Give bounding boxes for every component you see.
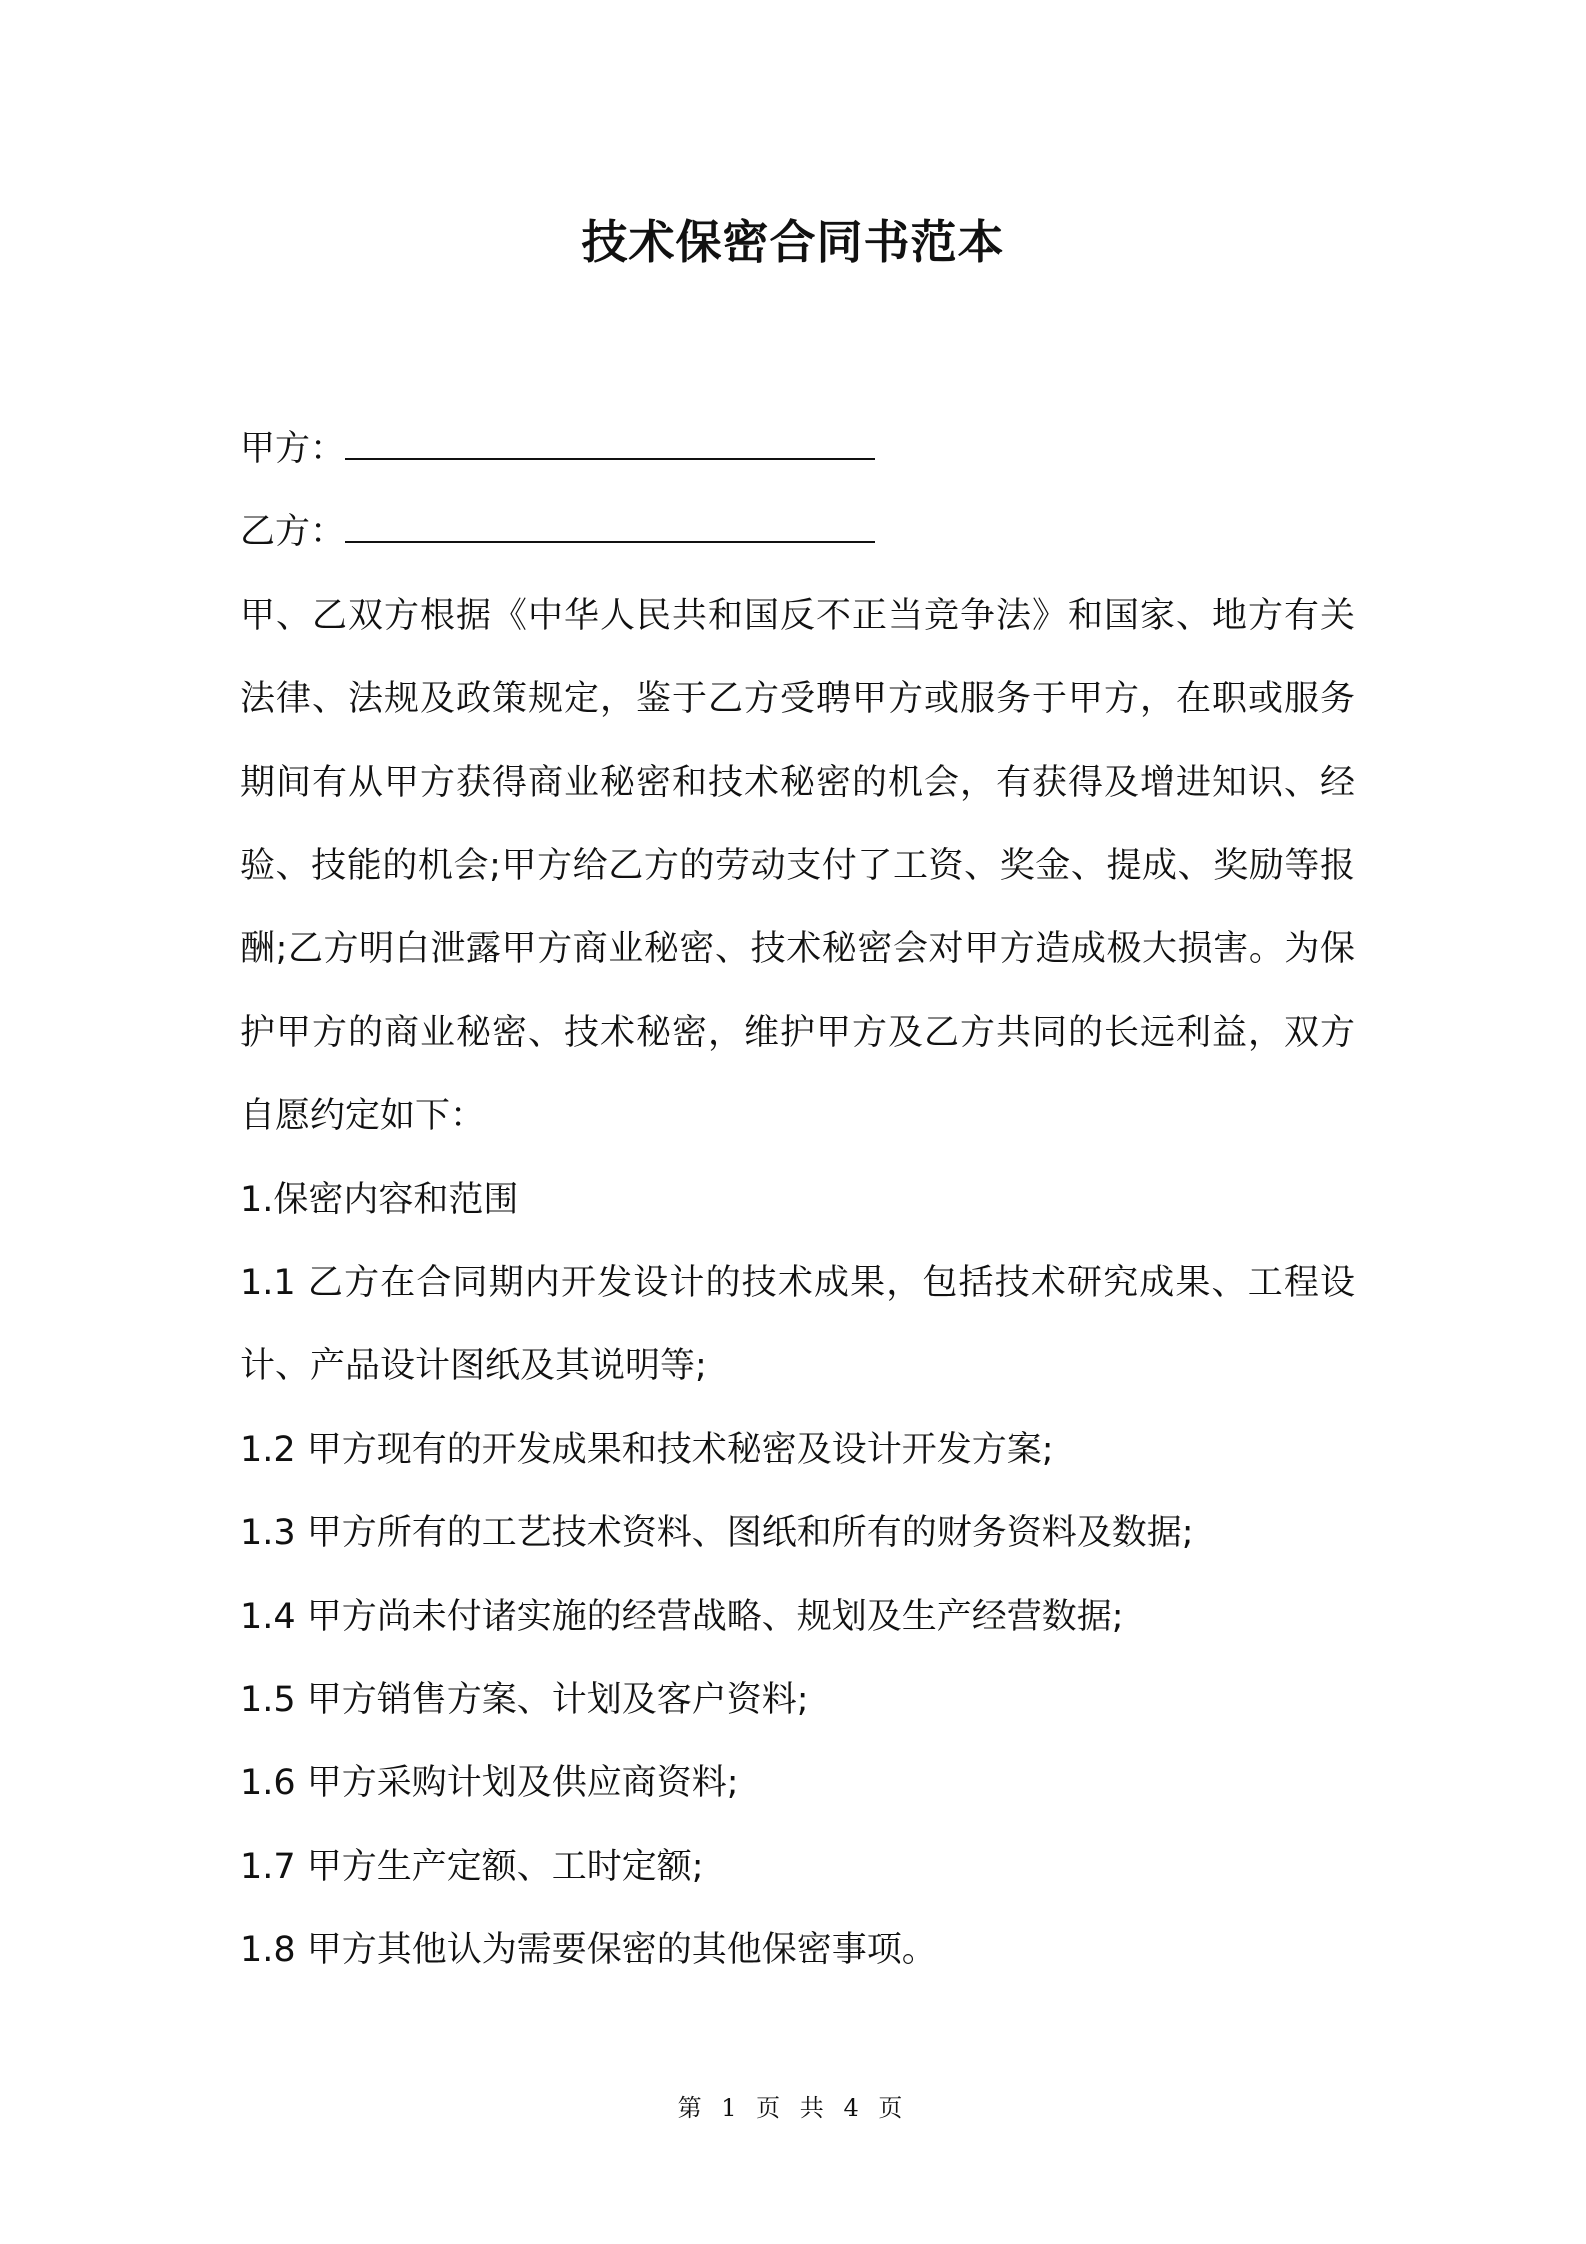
- document-body: [240, 408, 1355, 1993]
- document-title: 技术保密合同书范本: [581, 215, 1005, 269]
- party-a-blank: [345, 434, 875, 460]
- clause-1-8: 1.8 甲方其他认为需要保密的其他保密事项。: [240, 1930, 937, 1971]
- party-b-label: 乙方：: [240, 512, 346, 553]
- party-a-label: 甲方：: [240, 429, 346, 469]
- clause-1-7: 1.7 甲方生产定额、工时定额;: [240, 1846, 704, 1887]
- clause-1-4: 1.4 甲方尚未付诸实施的经营战略、规划及生产经营数据;: [240, 1596, 1124, 1637]
- clause-1-2: 1.2 甲方现有的开发成果和技术秘密及设计开发方案;: [240, 1429, 1054, 1470]
- intro-paragraph: 甲、乙双方根据《中华人民共和国反不正当竞争法》和国家、地方有关法律、法规及政策规定，鉴于乙方受聘甲方或服务于甲方，在职或服务期间有从甲方获得商业秘密和技术秘密的机会，有获得及增进知识、经验、技能的机会;甲方给乙方的劳动支付了工资、奖金、提成、奖励等报酬;乙方明白泄露甲方商业秘密、技术秘密会对甲方造成极大损害。为保护甲方的商业秘密、技术秘密，维护甲方及乙方共同的长远利益，双方自愿约定如下：: [240, 595, 1355, 1137]
- party-b-line: [240, 491, 1355, 574]
- clause-1-6: 1.6 甲方采购计划及供应商资料;: [240, 1763, 739, 1804]
- party-b-blank: [345, 517, 875, 543]
- section-1-heading: 1.保密内容和范围: [240, 1179, 519, 1220]
- clause-1-1: 1.1 乙方在合同期内开发设计的技术成果，包括技术研究成果、工程设计、产品设计图纸及其说明等;: [240, 1263, 1355, 1387]
- page-footer: 第 1 页 共 4 页: [677, 2094, 909, 2122]
- clause-1-3: 1.3 甲方所有的工艺技术资料、图纸和所有的财务资料及数据;: [240, 1513, 1194, 1554]
- clause-1-5: 1.5 甲方销售方案、计划及客户资料;: [240, 1680, 809, 1720]
- party-a-line: [240, 408, 1355, 491]
